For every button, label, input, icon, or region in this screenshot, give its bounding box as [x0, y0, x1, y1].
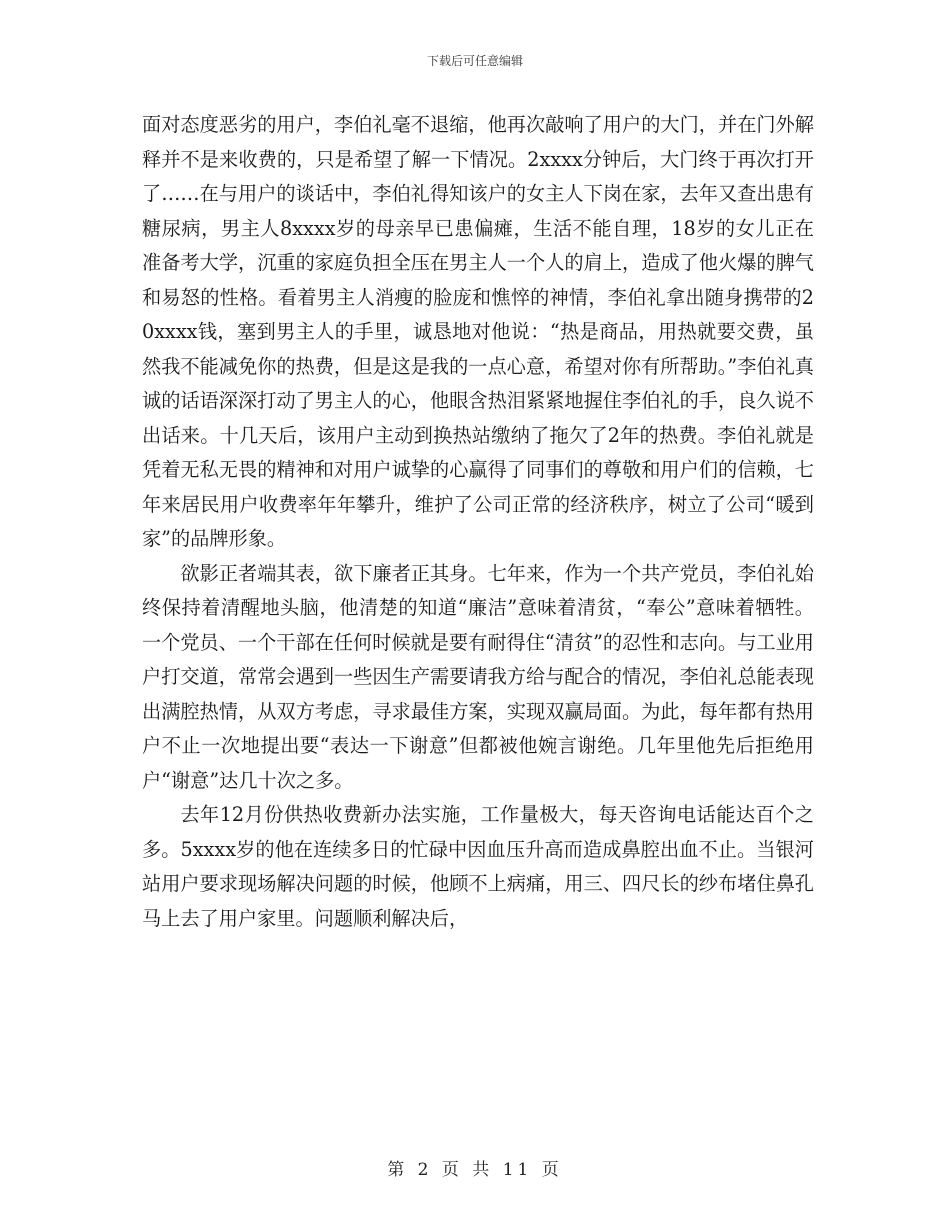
- paragraph-1: 面对态度恶劣的用户，李伯礼毫不退缩，他再次敲响了用户的大门，并在门外解释并不是来收费的，只是希望了解一下情况。2xxxx分钟后，大门终于再次打开了……在与用户的谈话中，李伯礼得知该户的女主人下岗在家，去年又查出患有糖尿病，男主人8xxxx岁的母亲早已患偏瘫，生活不能自理，18岁的女儿正在准备考大学，沉重的家庭负担全压在男主人一个人的肩上，造成了他火爆的脾气和易怒的性格。看着男主人消瘦的脸庞和憔悴的神情，李伯礼拿出随身携带的20xxxx钱，塞到男主人的手里，诚恳地对他说：“热是商品，用热就要交费，虽然我不能减免你的热费，但是这是我的一点心意，希望对你有所帮助。”李伯礼真诚的话语深深打动了男主人的心，他眼含热泪紧紧地握住李伯礼的手，良久说不出话来。十几天后，该用户主动到换热站缴纳了拖欠了2年的热费。李伯礼就是凭着无私无畏的精神和对用户诚挚的心赢得了同事们的尊敬和用户们的信赖，七年来居民用户收费率年年攀升，维护了公司正常的经济秩序，树立了公司“暖到家”的品牌形象。: [142, 113, 814, 550]
- page-header-note: 下载后可任意编辑: [426, 54, 523, 68]
- paragraph-3: 去年12月份供热收费新办法实施，工作量极大，每天咨询电话能达百个之多。5xxxx岁的他在连续多日的忙碌中因血压升高而造成鼻腔出血不止。当银河站用户要求现场解决问题的时候，他顾不上病痛，用三、四尺长的纱布堵住鼻孔马上去了用户家里。问题顺利解决后，: [142, 803, 814, 930]
- paragraph-2: 欲影正者端其表，欲下廉者正其身。七年来，作为一个共产党员，李伯礼始终保持着清醒地头脑，他清楚的知道“廉洁”意味着清贫，“奉公”意味着牺牲。一个党员、一个干部在任何时候就是要有耐得住“清贫”的忍性和志向。与工业用户打交道，常常会遇到一些因生产需要请我方给与配合的情况，李伯礼总能表现出满腔热情，从双方考虑，寻求最佳方案，实现双赢局面。为此，每年都有热用户不止一次地提出要“表达一下谢意”但都被他婉言谢绝。几年里他先后拒绝用户“谢意”达几十次之多。: [142, 561, 814, 792]
- document-body: [142, 108, 814, 936]
- page-number-footer: 第 2 页 共 11 页: [387, 1160, 563, 1180]
